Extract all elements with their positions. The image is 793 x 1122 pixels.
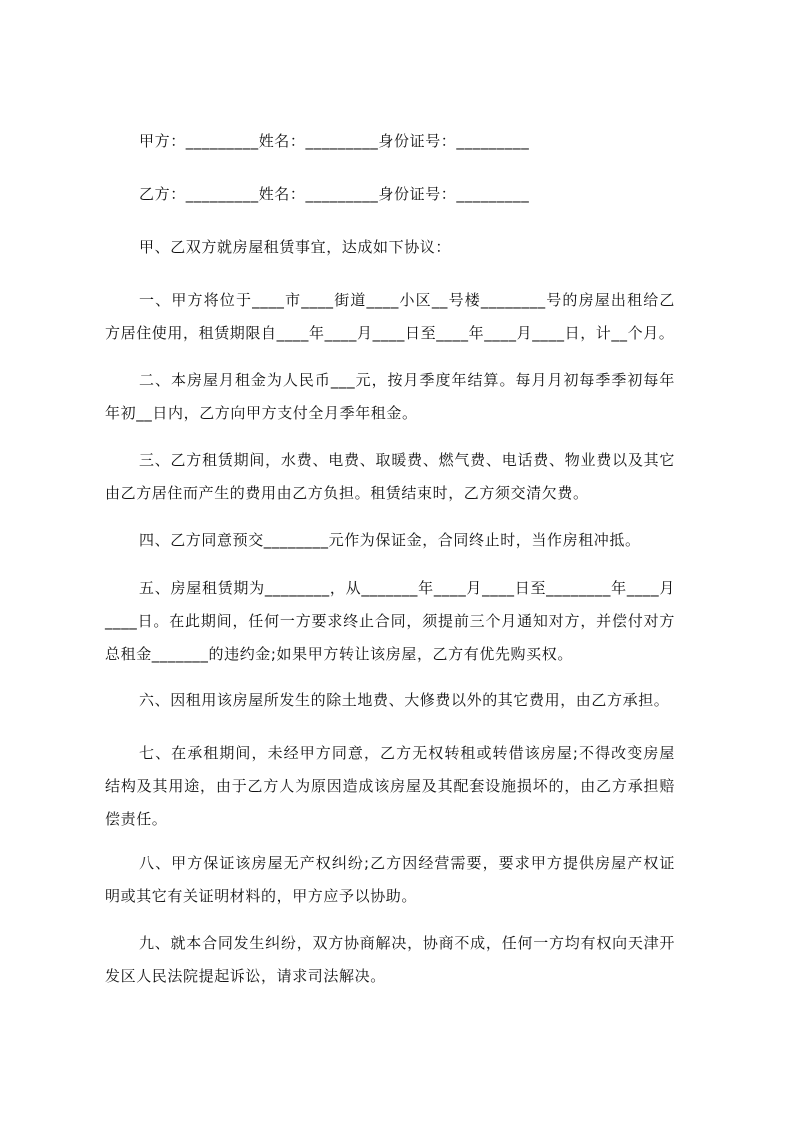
clause-4: 四、乙方同意预交________元作为保证金，合同终止时，当作房租冲抵。 [139, 531, 641, 549]
clause-5: 五、房屋租赁期为________，从_______年____月____日至________年____月____日。在此期间，任何一方要求终止合同，须提前三个月通知对方，并偿付对方总租金_______的违约金;如果甲方转让该房屋，乙方有优先购买权。 [105, 579, 675, 663]
clause-3: 三、乙方租赁期间，水费、电费、取暖费、燃气费、电话费、物业费以及其它由乙方居住而产生的费用由乙方负担。租赁结束时，乙方须交清欠费。 [105, 451, 675, 502]
clause-6: 六、因租用该房屋所发生的除土地费、大修费以外的其它费用，由乙方承担。 [139, 691, 670, 709]
clause-8: 八、甲方保证该房屋无产权纠纷;乙方因经营需要，要求甲方提供房屋产权证明或其它有关证明材料的，甲方应予以协助。 [105, 854, 675, 905]
party-a-line: 甲方：_________姓名：_________身份证号：_________ [139, 132, 530, 150]
party-b-line: 乙方：_________姓名：_________身份证号：_________ [139, 185, 530, 203]
clause-1: 一、甲方将位于____市____街道____小区__号楼________号的房屋出租给乙方居住使用，租赁期限自____年____月____日至____年____月____日，计__个月。 [105, 291, 675, 342]
intro-line: 甲、乙双方就房屋租赁事宜，达成如下协议： [139, 238, 452, 256]
clause-2: 二、本房屋月租金为人民币___元，按月季度年结算。每月月初每季季初每年年初__日内，乙方向甲方支付全月季年租金。 [105, 371, 675, 422]
clause-7: 七、在承租期间，未经甲方同意，乙方无权转租或转借该房屋;不得改变房屋结构及其用途，由于乙方人为原因造成该房屋及其配套设施损坏的，由乙方承担赔偿责任。 [105, 744, 675, 828]
clause-9: 九、就本合同发生纠纷，双方协商解决，协商不成，任何一方均有权向天津开发区人民法院提起诉讼，请求司法解决。 [105, 934, 675, 985]
